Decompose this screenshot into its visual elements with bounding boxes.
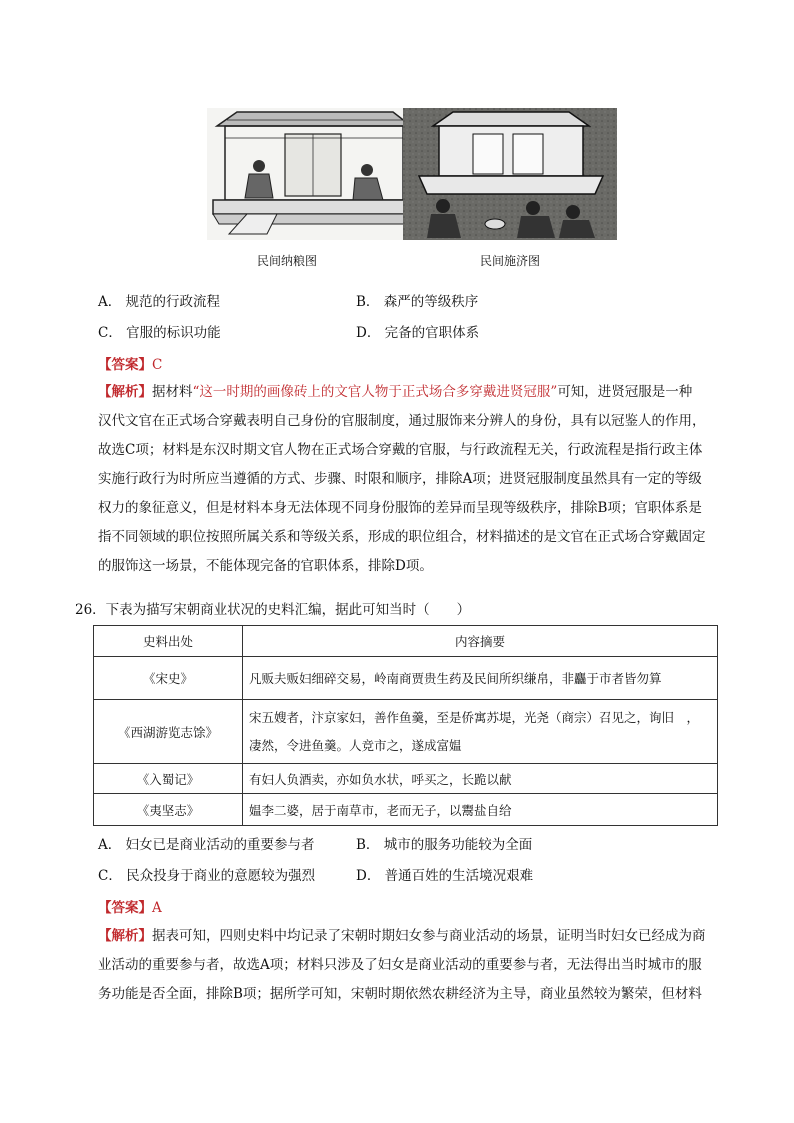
- analysis-line: 实施行政行为时所应当遵循的方式、步骤、时限和顺序，排除A项；进贤冠服制度虽然具有一定的等级: [98, 471, 702, 487]
- right-figure-caption: 民间施济图: [479, 254, 540, 268]
- quoted-material: “这一时期的画像砖上的文官人物于正式场合多穿戴进贤冠服”: [192, 384, 558, 400]
- row-source: 《入蜀记》: [94, 764, 243, 794]
- table-row: [94, 794, 718, 826]
- analysis-line: 汉代文官在正式场合穿戴表明自己身份的官服制度，通过服饰来分辨人的身份，具有以冠鉴人的作用，: [98, 413, 706, 429]
- analysis-line: 权力的象征意义，但是材料本身无法体现不同身份服饰的差异而呈现等级秩序，排除B项；官职体系是: [98, 500, 702, 516]
- q26-stem: 26．下表为描写宋朝商业状况的史料汇编，据此可知当时（ ）: [75, 602, 471, 618]
- answer-value: C: [152, 357, 163, 373]
- answer-tag: 【答案】: [98, 900, 152, 916]
- row-content: 有妇人负酒卖，亦如负水状，呼买之，长跪以献: [243, 764, 718, 794]
- q26-option-d: D． 普通百姓的生活境况艰难: [356, 868, 534, 884]
- analysis-tag: 【解析】: [98, 384, 152, 400]
- q25-option-d: D． 完备的官职体系: [356, 325, 480, 341]
- q26-analysis: [98, 922, 724, 1009]
- q26-answer: [98, 896, 162, 916]
- answer-tag: 【答案】: [98, 357, 152, 373]
- analysis-line: 的服饰这一场景，不能体现完备的官职体系，排除D项。: [98, 558, 433, 574]
- analysis-line: 【解析】据表可知，四则史料中均记录了宋朝时期妇女参与商业活动的场景，证明当时妇女已经成为商: [98, 928, 706, 944]
- row-content: 宋五嫂者，汴京家妇，善作鱼羹，至是侨寓苏堤，光尧（商宗）召见之，询旧 ， 凄然，令进鱼羹。人竞市之，遂成富媪: [243, 700, 718, 764]
- grain-tax-illustration: [207, 108, 421, 240]
- answer-value: A: [152, 900, 162, 916]
- row-content: 凡贩夫贩妇细碎交易，岭南商贾贵生药及民间所织缣帛，非麤于市者皆勿算: [243, 657, 718, 700]
- header-source: 史料出处: [94, 626, 243, 657]
- table-row: [94, 700, 718, 764]
- analysis-tag: 【解析】: [98, 928, 152, 944]
- q25-option-b: B． 森严的等级秩序: [356, 294, 479, 310]
- q26-option-c: C． 民众投身于商业的意愿较为强烈: [98, 868, 316, 884]
- header-content: 内容摘要: [243, 626, 718, 657]
- q25-analysis: [98, 378, 724, 581]
- row-source: 《西湖游览志馀》: [94, 700, 243, 764]
- q25-option-c: C． 官服的标识功能: [98, 325, 221, 341]
- row-content: 媪李二婆，居于南草市，老而无子，以鬻盐自给: [243, 794, 718, 826]
- left-figure-caption: 民间纳粮图: [256, 254, 317, 268]
- sources-table: [93, 625, 718, 826]
- row-source: 《夷坚志》: [94, 794, 243, 826]
- table-header-row: [94, 626, 718, 657]
- table-row: [94, 764, 718, 794]
- analysis-line: 指不同领域的职位按照所属关系和等级关系，形成的职位组合，材料描述的是文官在正式场合穿戴固定: [98, 529, 706, 545]
- row-source: 《宋史》: [94, 657, 243, 700]
- analysis-line: 【解析】据材料“这一时期的画像砖上的文官人物于正式场合多穿戴进贤冠服”可知，进贤冠服是一种: [98, 384, 693, 400]
- q26-option-a: A． 妇女已是商业活动的重要参与者: [98, 837, 315, 853]
- q26-option-b: B． 城市的服务功能较为全面: [356, 837, 533, 853]
- table-row: [94, 657, 718, 700]
- relief-distribution-illustration: [403, 108, 617, 240]
- q25-option-a: A． 规范的行政流程: [98, 294, 221, 310]
- analysis-line: 业活动的重要参与者，故选A项；材料只涉及了妇女是商业活动的重要参与者，无法得出当时城市的服: [98, 957, 702, 973]
- analysis-line: 务功能是否全面，排除B项；据所学可知，宋朝时期依然农耕经济为主导，商业虽然较为繁荣，但材料: [98, 986, 702, 1002]
- analysis-line: 故选C项；材料是东汉时期文官人物在正式场合穿戴的官服，与行政流程无关，行政流程是指行政主体: [98, 442, 703, 458]
- q25-answer: [98, 353, 162, 373]
